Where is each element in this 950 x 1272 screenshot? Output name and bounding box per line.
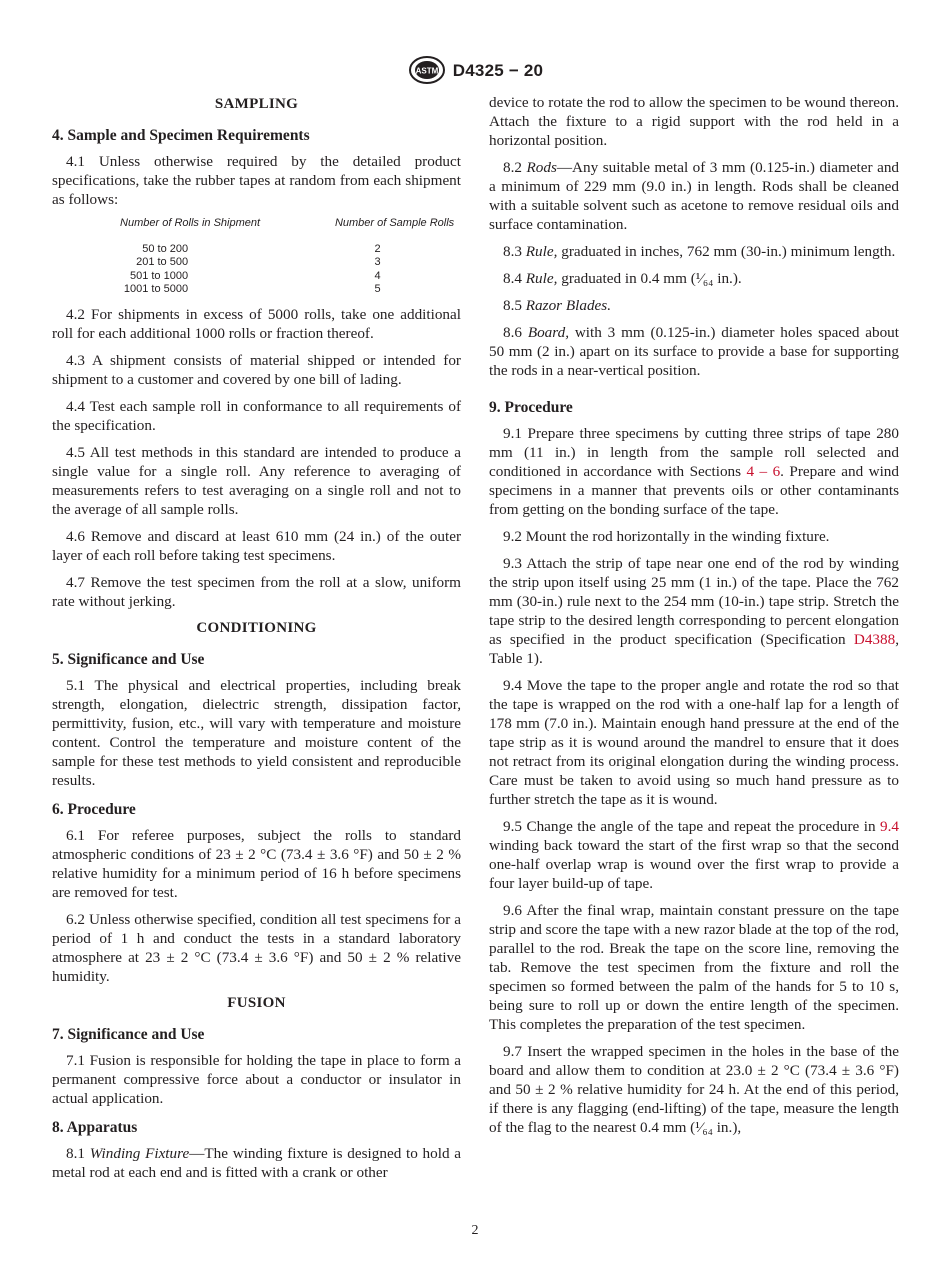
d4388-link[interactable]: D4388 — [853, 631, 896, 648]
right-column — [489, 93, 899, 1145]
paragraph-9-7: 9.7 Insert the wrapped specimen in the holes in the base of the board and allow them to condition at 23.0 ± 2 °C (73.4 ± 3.6 °F) and 50 ± 2 % relative humidity for 24 h. At the end of this period, if there is any flagging (end-lifting) of the tape, measure the length of the flag to the nearest 0.4 mm (¹⁄₆₄ in.), — [489, 1043, 899, 1136]
paragraph-text: with 3 mm (0.125-in.) diameter holes spaced about 50 mm (2 in.) apart on its surface to provide a base for supporting the rods in a near-vertical position. — [489, 324, 899, 379]
table-cell-count: 2 — [374, 242, 381, 255]
paragraph-number: 8.3 — [503, 243, 522, 260]
section-4-title: 4. Sample and Specimen Requirements — [52, 127, 310, 144]
paragraph-9-4: 9.4 Move the tape to the proper angle and rotate the rod so that the tape is wrapped on the rod with a one-half lap for a length of 178 mm (7.0 in.). Maintain enough hand pressure at the end of the tape strip as it is wound around the mandrel to ensure that it does not retract from its original elongation during the winding process. Care must be taken to avoid using so much hand pressure as to further stretch the tape as it is wound. — [489, 677, 899, 808]
heading-sampling: SAMPLING — [214, 96, 299, 112]
term-razor-blades: Razor Blades. — [525, 297, 611, 314]
paragraph-4-5: 4.5 All test methods in this standard are intended to produce a single value for a single roll. Any reference to averaging of measurements refers to test averaging on a single roll and not to the average of all sample rolls. — [52, 443, 461, 518]
paragraph-5-1: 5.1 The physical and electrical properties, including break strength, elongation, dielectric strength, dissipation factor, permittivity, fusion, etc., will vary with temperature and moisture content. Control the temperature and moisture content of the sample for these test methods to yield consistent and reproducible results. — [52, 676, 461, 789]
paragraph-8-3 — [489, 242, 899, 261]
standard-designation: D4325 − 20 — [452, 60, 544, 80]
paragraph-4-1: 4.1 Unless otherwise required by the detailed product specifications, take the rubber tapes at random from each shipment as follows: — [52, 153, 461, 208]
heading-conditioning: CONDITIONING — [196, 619, 317, 636]
heading-fusion: FUSION — [227, 994, 286, 1011]
table-cell-count: 4 — [374, 269, 381, 282]
paragraph-4-7: 4.7 Remove the test specimen from the roll at a slow, uniform rate without jerking. — [52, 573, 461, 610]
table-row — [112, 283, 461, 297]
paragraph-text: —Any suitable metal of 3 mm (0.125-in.) diameter and a minimum of 229 mm (9.0 in.) in length. Rods shall be cleaned with a suitable solvent such as acetone to remove residual oils and surface contamination. — [489, 159, 900, 233]
paragraph-7-1: 7.1 Fusion is responsible for holding the tape in place to form a permanent compressive force about a conductor or insulator in actual application. — [52, 1051, 461, 1107]
astm-logo-text: ASTM — [415, 66, 439, 76]
paragraph-4-3: 4.3 A shipment consists of material shipped or intended for shipment to a customer and covered by one bill of lading. — [52, 351, 461, 388]
section-8-title: 8. Apparatus — [52, 1118, 138, 1136]
table-cell-count: 3 — [374, 256, 381, 268]
term-rods: Rods — [526, 159, 557, 176]
table-cell-range: 501 to 1000 — [129, 269, 189, 282]
table-row — [112, 270, 461, 284]
table-cell-range: 201 to 500 — [136, 256, 189, 268]
table-row — [112, 243, 461, 257]
paragraph-8-5 — [489, 296, 899, 315]
sample-rolls-table — [112, 217, 461, 297]
table-cell-range: 50 to 200 — [142, 242, 189, 255]
page-header — [0, 55, 950, 85]
paragraph-number: 8.1 — [66, 1144, 85, 1162]
paragraph-4-2: 4.2 For shipments in excess of 5000 rolls, take one additional roll for each additional 1000 rolls or fraction thereof. — [52, 305, 461, 342]
paragraph-8-4 — [489, 269, 899, 288]
section-7-title: 7. Significance and Use — [52, 1025, 205, 1043]
paragraph-number: 8.5 — [503, 297, 522, 314]
paragraph-8-6 — [489, 323, 899, 380]
table-header-rolls-in-shipment: Number of Rolls in Shipment — [120, 217, 261, 229]
section-5-title: 5. Significance and Use — [52, 650, 205, 668]
paragraph-9-1: 9.1 Prepare three specimens by cutting three strips of tape 280 mm (11 in.) in length from the sample roll selected and conditioned in accordance with Sections 4 – 6. Prepare and wind specimens in a manner that prevents oils or other contaminants from getting on the bonding surface of the tape. — [489, 425, 899, 518]
table-row — [112, 256, 461, 270]
paragraph-9-3: 9.3 Attach the strip of tape near one end of the rod by winding the strip upon itself using 25 mm (1 in.) of the tape. Place the 762 mm (30-in.) rule next to the 254 mm (10-in.) tape strip. Stretch the tape strip to the desired length corresponding to percent elongation as specified in the product specification (Specification D4388, Table 1). — [489, 555, 899, 667]
paragraph-8-1-continued: device to rotate the rod to allow the specimen to be wound thereon. Attach the fixture to a rigid support with the rod held in a horizontal position. — [489, 94, 899, 149]
paragraph-4-4: 4.4 Test each sample roll in conformance to all requirements of the specification. — [52, 397, 461, 434]
term-board: Board, — [527, 324, 570, 341]
paragraph-text: graduated in inches, 762 mm (30-in.) minimum length. — [557, 243, 896, 260]
table-cell-range: 1001 to 5000 — [123, 283, 189, 295]
table-header-sample-rolls: Number of Sample Rolls — [334, 217, 455, 229]
term-rule: Rule, — [525, 243, 558, 260]
paragraph-text: —The winding fixture is designed to hold a metal rod at each end and is fitted with a crank or other — [52, 1144, 462, 1181]
section-9-title: 9. Procedure — [489, 399, 573, 416]
page-number: 2 — [471, 1223, 479, 1238]
paragraph-number: 8.4 — [503, 270, 522, 287]
paragraph-9-2: 9.2 Mount the rod horizontally in the winding fixture. — [503, 528, 830, 545]
section-9-4-link[interactable]: 9.4 — [880, 818, 899, 835]
paragraph-number: 8.2 — [503, 159, 522, 176]
paragraph-9-6: 9.6 After the final wrap, maintain constant pressure on the tape strip and score the tape with a new razor blade at the top of the rod, parallel to the rod. Break the tape on the score line, removing the tab. Remove the test specimen from the fixture and roll the specimen so formed between the palm of the hands for 5 to 10 s, being sure to roll up or down the entire length of the specimen. This completes the preparation of the test specimen. — [489, 902, 899, 1033]
paragraph-6-1: 6.1 For referee purposes, subject the rolls to standard atmospheric conditions of 23 ± 2 °C (73.4 ± 3.6 °F) and 50 ± 2 % relative humidity for a minimum period of 16 h before specimens are removed for test. — [52, 826, 461, 901]
astm-logo-icon — [407, 55, 447, 85]
paragraph-text: graduated in 0.4 mm (¹⁄₆₄ in.). — [557, 270, 742, 287]
left-column — [52, 93, 461, 1190]
paragraph-6-2: 6.2 Unless otherwise specified, condition all test specimens for a period of 1 h and conduct the tests in a standard laboratory atmosphere at 23 ± 2 °C (73.4 ± 3.6 °F) and 50 ± 2 % relative humidity. — [52, 910, 461, 985]
table-cell-count: 5 — [374, 283, 381, 295]
paragraph-number: 8.6 — [503, 324, 522, 341]
paragraph-8-2 — [489, 158, 899, 234]
paragraph-9-5: 9.5 Change the angle of the tape and repeat the procedure in 9.4 winding back toward the start of the first wrap so that the second one-half overlap wrap is wound over the first wrap to provide a four layer build-up of tape. — [489, 818, 899, 892]
sections-4-6-link[interactable]: 4 – 6 — [746, 463, 781, 480]
term-rule: Rule, — [525, 270, 558, 287]
section-6-title: 6. Procedure — [52, 800, 136, 818]
paragraph-8-1 — [52, 1144, 461, 1182]
paragraph-4-6: 4.6 Remove and discard at least 610 mm (24 in.) of the outer layer of each roll before taking test specimens. — [52, 527, 461, 564]
term-winding-fixture: Winding Fixture — [89, 1144, 190, 1162]
